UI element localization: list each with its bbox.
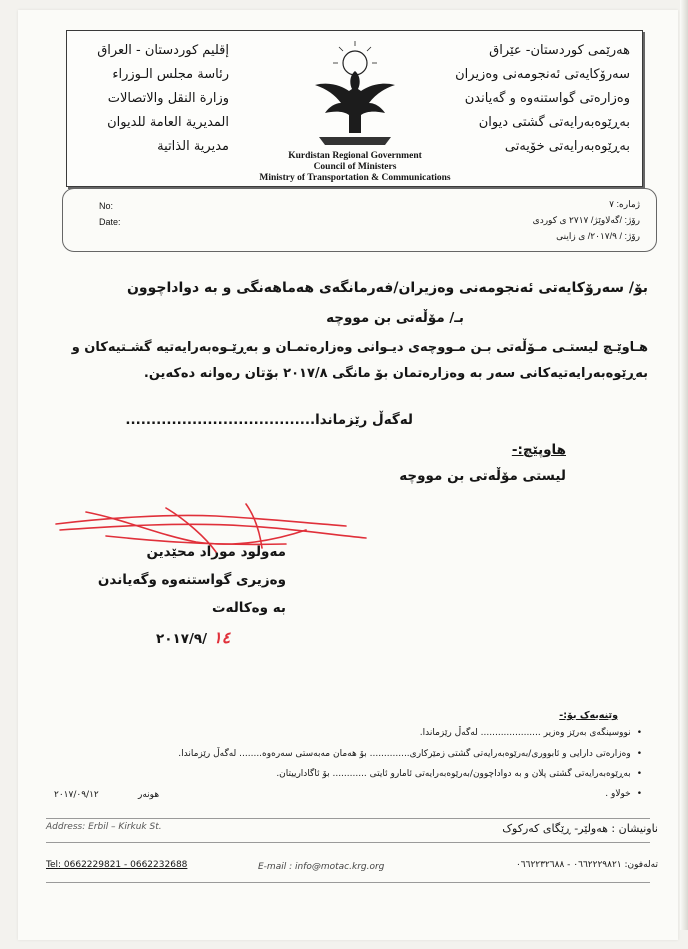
kurdistan-eagle-emblem-icon: [305, 41, 405, 153]
cc-item-3: • بەڕێوەبەرایەتی گشتی پلان و بە دواداچوون/بەرێوەبەرایەتی ئامارو ئایتی ............ بۆ ئاگادارییتان.: [276, 769, 642, 779]
signature-date-handwritten: ١٤: [213, 628, 231, 647]
footer-phone-english: Tel: 0662229821 - 0662232688: [46, 860, 188, 870]
footer-address-english: Address: Erbil – Kirkuk St.: [46, 822, 162, 832]
signer-acting: بە وەکالەت: [211, 600, 286, 616]
header-arabic-line-5: مديرية الذاتية: [157, 139, 229, 154]
footer-divider-top: [46, 818, 650, 819]
footer-phone-kurdish: تەلەفون: ٠٦٦٢٢٢٩٨٢١ - ٠٦٦٢٢٣٢٦٨٨: [515, 860, 658, 870]
attachment-item: لیستی مۆڵەتی بن مووچە: [399, 468, 566, 484]
document-page: [18, 10, 678, 940]
footer-divider-middle: [46, 842, 650, 843]
paragraph-line-2: بەڕێوەبەرایەتیەکانی سەر بە وەزارەتمان بۆ مانگی ٢٠١٧/٨ بۆتان رەوانە دەکەین.: [143, 366, 648, 381]
signer-title: وەزیری گواستنەوە وگەیاندن: [97, 572, 286, 588]
header-kurdish-line-4: بەڕێوەبەرایەتی گشتی دیوان: [478, 115, 630, 130]
attachment-label: هاوپێچ:-: [511, 442, 566, 458]
reference-box: [62, 188, 657, 252]
typist-date: ٢٠١٧/٠٩/١٢: [54, 790, 99, 800]
ref-number-kurdish: ژمارە: ٧: [609, 199, 640, 209]
signature-date-printed: ٢٠١٧/٩/: [156, 631, 208, 647]
footer-email: E-mail : info@motac.krg.org: [258, 862, 385, 872]
subject-line: بـ/ مۆڵەتی بن مووچە: [326, 310, 464, 326]
letterhead: [66, 30, 643, 187]
cc-item-4: • خولاو .: [605, 789, 642, 799]
header-english-line-2: Council of Ministers: [313, 162, 397, 172]
header-arabic-line-3: وزارة النقل والاتصالات: [107, 91, 229, 106]
header-arabic-line-4: المديرية العامة للديوان: [107, 115, 229, 130]
ref-no-label: No:: [99, 201, 114, 211]
ref-date-gregorian: رۆژ: / ٢٠١٧/٩/ ی زاینی: [556, 231, 640, 241]
typist-name: هونەر: [138, 790, 160, 800]
ref-date-label: Date:: [99, 217, 121, 227]
header-kurdish-line-3: وەزارەتی گواستنەوە و گەیاندن: [464, 91, 630, 106]
ref-date-kurdish: رۆژ: /گەلاوێژ/ ٢٧١٧ ی کوردی: [532, 215, 640, 225]
header-kurdish-line-5: بەڕێوەبەرایەتی خۆیەتی: [504, 139, 630, 154]
header-arabic-line-1: إقليم كوردستان - العراق: [97, 43, 229, 58]
signature-date: [156, 628, 230, 647]
signer-name: مەولود موراد محێدین: [146, 544, 286, 560]
header-arabic-line-2: رئاسة مجلس الـوزراء: [112, 67, 229, 82]
header-english-line-1: Kurdistan Regional Government: [288, 151, 422, 161]
recipient-line: بۆ/ سەرۆکایەتی ئەنجومەنی وەزیران/فەرمانگەی هەماهەنگی و بە دواداچوون: [126, 280, 648, 296]
footer-address-kurdish: ناونیشان : هەولێر- ڕێگای کەرکوک: [502, 822, 658, 835]
cc-item-2: • وەزارەتی دارایی و ئابووری/بەرێوەبەرایەتی گشتی زمێرکاری.............. بۆ هەمان مەبەستی سەرەوە........ لەگەڵ رێزماندا.: [178, 749, 642, 759]
header-english-line-3: Ministry of Transportation & Communications: [259, 173, 451, 183]
regards-line: لەگەڵ رێزماندا.....................................: [125, 412, 413, 428]
footer-divider-bottom: [46, 882, 650, 883]
header-kurdish-line-1: هەرێمی کوردستان- عێراق: [489, 43, 630, 58]
cc-title: وێنەیەک بۆ:-: [559, 710, 618, 721]
header-kurdish-line-2: سەرۆکایەتی ئەنجومەنی وەزیران: [455, 67, 630, 82]
paragraph-line-1: هـاوێـچ لیستـی مـۆڵەتی بـن مـووچەی دیـوانی وەزارەتمـان و بەڕێـوەبەرایەتیە گشـتیەکان و: [71, 340, 648, 355]
scan-edge-shadow: [680, 0, 688, 930]
cc-item-1: • نووسینگەی بەرێز وەزیر ..................... لەگەڵ رێزماندا.: [420, 728, 642, 738]
